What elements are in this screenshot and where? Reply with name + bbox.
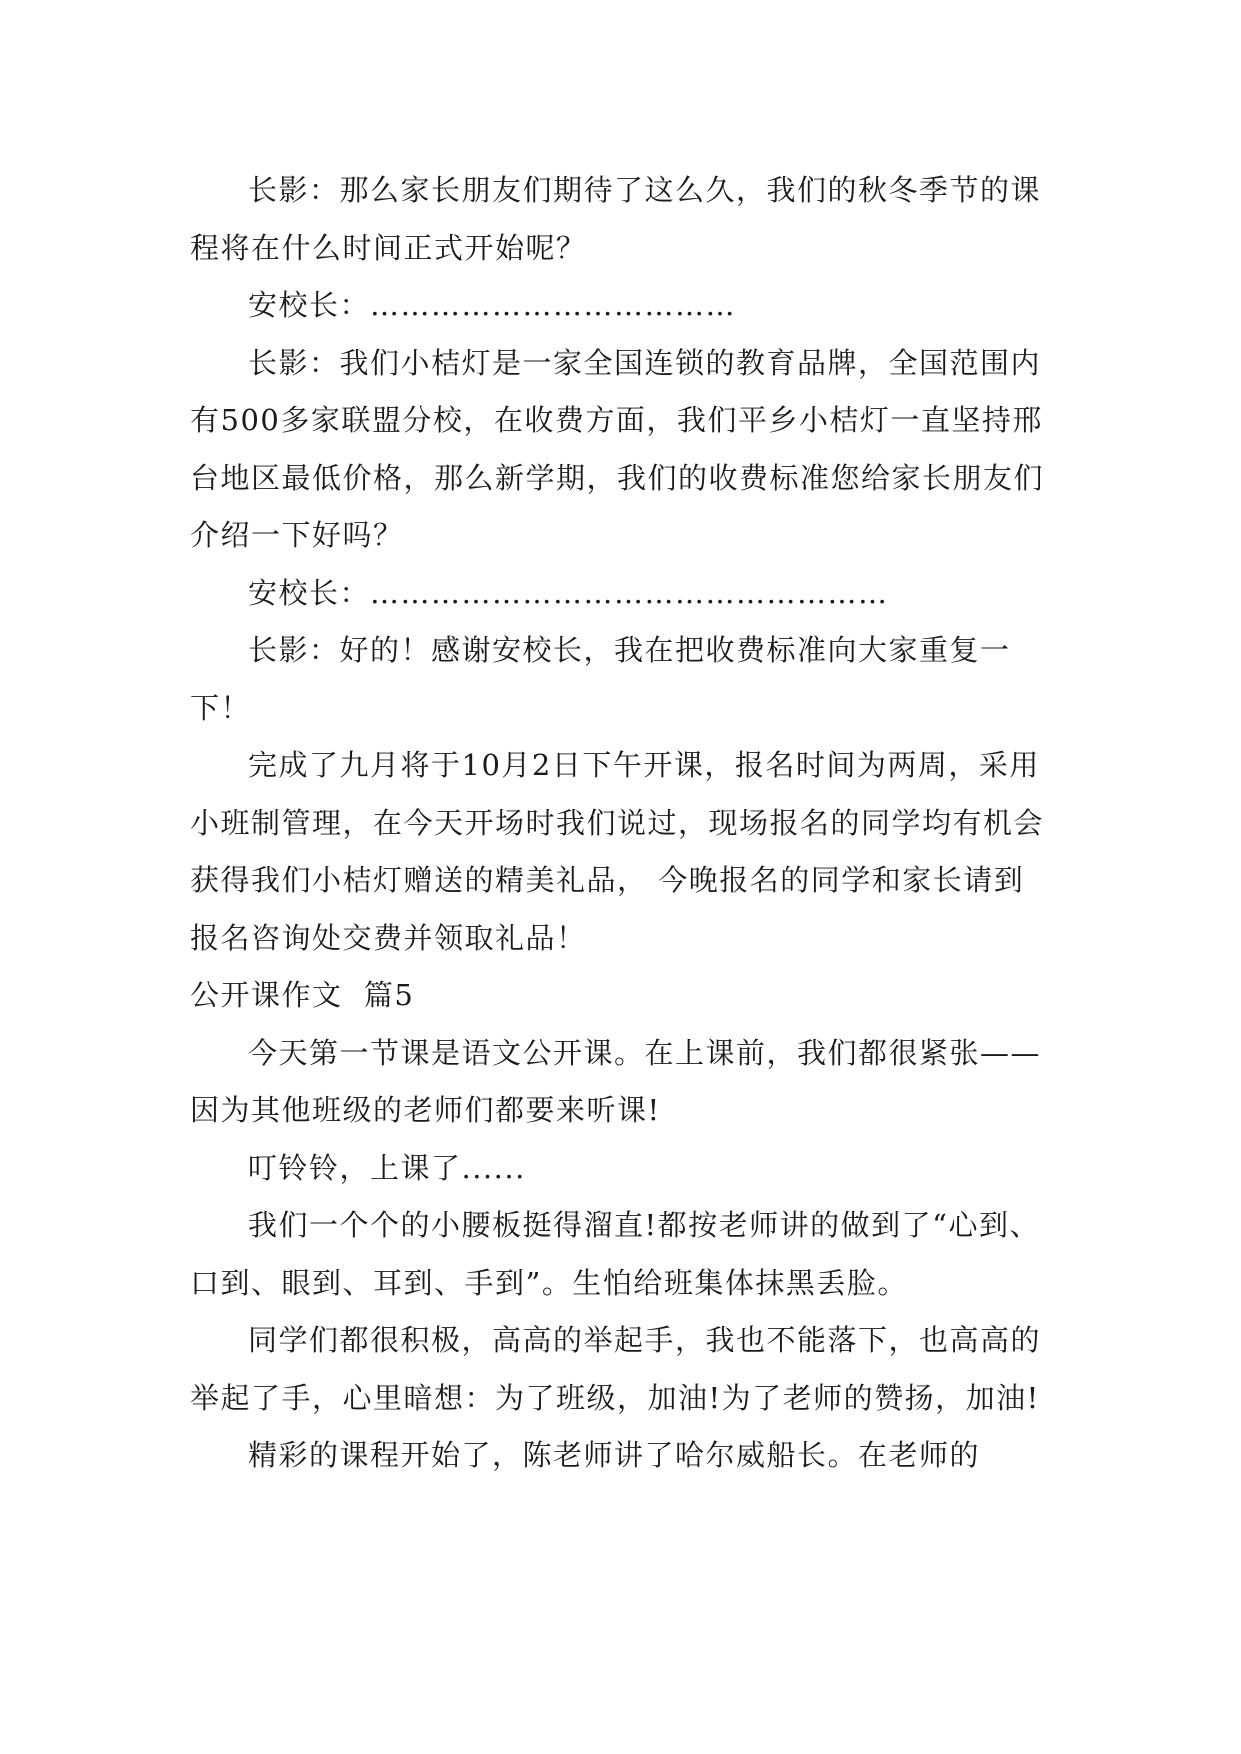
essay-paragraph-3: 我们一个个的小腰板挺得溜直!都按老师讲的做到了“心到、口到、眼到、耳到、手到”。生怕给班集体抹黑丢脸。 bbox=[190, 1208, 1040, 1300]
document-body bbox=[190, 162, 1050, 1485]
essay-paragraph-4: 同学们都很积极，高高的举起手，我也不能落下，也高高的举起了手，心里暗想：为了班级，加油!为了老师的赞扬，加油! bbox=[190, 1323, 1042, 1415]
essay-paragraph-1: 今天第一节课是语文公开课。在上课前，我们都很紧张——因为其他班级的老师们都要来听课! bbox=[190, 1035, 1042, 1127]
essay-paragraph-5: 精彩的课程开始了，陈老师讲了哈尔威船长。在老师的 bbox=[248, 1438, 981, 1472]
essay-paragraph-2: 叮铃铃，上课了...... bbox=[248, 1150, 526, 1185]
dialogue-paragraph-5: 长影：好的！感谢安校长，我在把收费标准向大家重复一下！ bbox=[190, 633, 1011, 725]
dialogue-paragraph-2: 安校长：……………………………… bbox=[248, 288, 737, 322]
dialogue-paragraph-3: 长影：我们小桔灯是一家全国连锁的教育品牌，全国范围内有500多家联盟分校，在收费方面，我们平乡小桔灯一直坚持邢台地区最低价格，那么新学期，我们的收费标准您给家长朋友们介绍一下好吗？ bbox=[190, 345, 1045, 552]
dialogue-paragraph-4: 安校长：…………………………………………… bbox=[248, 575, 889, 610]
section-heading: 公开课作文 篇5 bbox=[190, 978, 415, 1012]
announcement-paragraph: 完成了九月将于10月2日下午开课，报名时间为两周，采用小班制管理，在今天开场时我们说过，现场报名的同学均有机会获得我们小桔灯赠送的精美礼品， 今晚报名的同学和家长请到报名咨询处交费并领取礼品！ bbox=[190, 748, 1045, 955]
dialogue-paragraph-1: 长影：那么家长朋友们期待了这么久，我们的秋冬季节的课程将在什么时间正式开始呢？ bbox=[190, 173, 1042, 265]
